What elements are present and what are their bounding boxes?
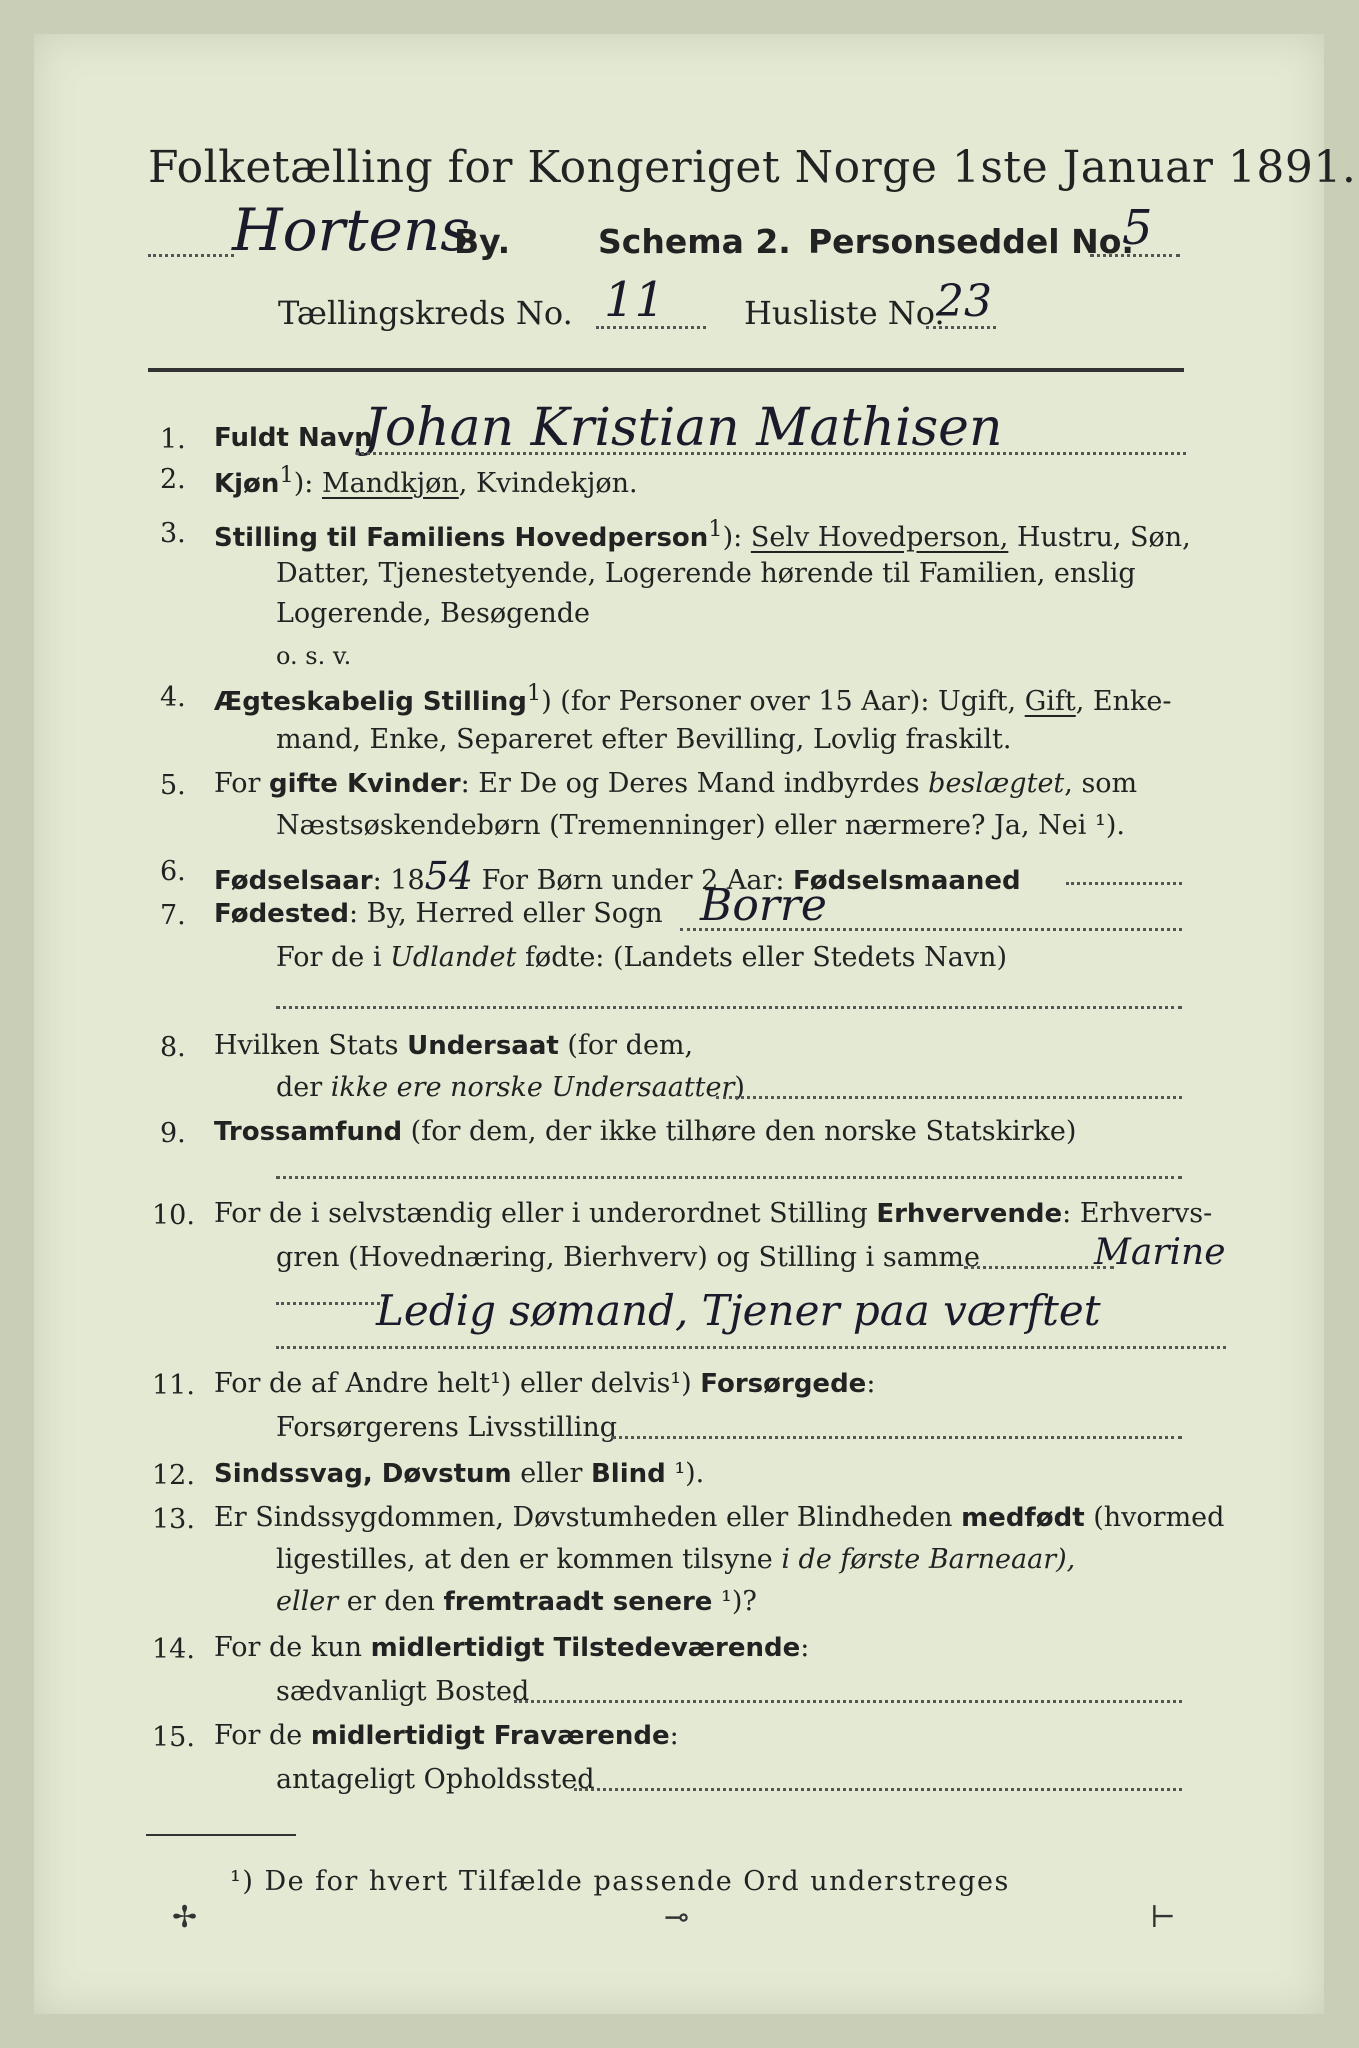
dotted-line [964,1266,1114,1269]
item-number: 12. [152,1460,195,1491]
personseddel-no: 5 [1122,200,1153,256]
personseddel-label: Personseddel No. [808,222,1134,261]
aegteskab-selected: Gift [1024,686,1076,717]
item-1-label: Fuldt Navn [214,423,373,453]
dotted-line [276,1302,386,1305]
item-3-line-4: o. s. v. [276,642,352,670]
by-label: By. [454,222,511,261]
dotted-line [148,254,234,257]
dotted-line [1090,254,1180,257]
registration-mark-icon: ⊢ [1150,1900,1176,1935]
form-title: Folketælling for Kongeriget Norge 1ste Januar 1891. [148,142,1357,193]
item-11-line-2: Forsørgerens Livsstilling [276,1412,618,1443]
item-10-line: For de i selvstændig eller i underordnet Stilling Erhvervende: Erhvervs- [214,1198,1213,1229]
item-3-line: Stilling til Familiens Hovedperson$^1$): Selv Hovedperson, Hustru, Søn, [214,516,1191,553]
item-13-line: Er Sindssygdommen, Døvstumheden eller Blindheden medfødt (hvormed [214,1502,1225,1533]
town-handwritten: Hortens [232,196,470,264]
item-10-line-2: gren (Hovednæring, Bierhverv) og Stilling i samme [276,1242,981,1273]
item-number: 14. [152,1634,195,1665]
item-number: 1. [160,424,186,455]
item-7-line-2: For de i Udlandet fødte: (Landets eller Stedets Navn) [276,942,1007,973]
occupation-handwritten: Ledig sømand, Tjener paa værftet [376,1286,1101,1335]
item-number: 13. [152,1504,195,1535]
item-8-line-2: der ikke ere norske Undersaatter) [276,1072,745,1103]
dotted-line [276,1346,1226,1349]
item-13-line-2: ligestilles, at den er kommen tilsyne i de første Barneaar), [276,1544,1076,1575]
stilling-selected: Selv Hovedperson, [750,522,1009,553]
item-9-line: Trossamfund (for dem, der ikke tilhøre den norske Statskirke) [214,1116,1077,1147]
footnote: ¹) De for hvert Tilfælde passende Ord understreges [230,1866,1010,1897]
kreds-label: Tællingskreds No. [278,294,573,332]
dotted-line [1066,882,1182,885]
header-divider [148,368,1184,372]
item-14-line-2: sædvanligt Bosted [276,1676,530,1707]
item-3-line-2: Datter, Tjenestetyende, Logerende hørende til Familien, enslig [276,558,1136,589]
item-3-line-3: Logerende, Besøgende [276,598,590,629]
item-12-line: Sindssvag, Døvstum eller Blind ¹). [214,1458,705,1489]
item-5-line: For gifte Kvinder: Er De og Deres Mand indbyrdes beslægtet, som [214,768,1138,799]
item-7-line: Fødested: By, Herred eller Sogn [214,898,663,929]
item-number: 9. [160,1118,186,1149]
item-number: 2. [160,464,186,495]
item-number: 5. [160,770,186,801]
item-number: 11. [152,1370,195,1401]
footnote-divider [146,1834,296,1836]
item-number: 10. [152,1200,195,1231]
dotted-line [680,928,1182,931]
dotted-line [574,1788,1182,1791]
item-2-line: Kjøn$^1$): Mandkjøn, Kvindekjøn. [214,462,638,499]
item-6-line: Fødselsaar: 1854 For Børn under 2 Aar: Fødselsmaaned [214,854,1021,898]
kjon-selected: Mandkjøn [321,468,459,499]
item-4-line-2: mand, Enke, Separeret efter Bevilling, Lovlig fraskilt. [276,724,1012,755]
dotted-line [716,1096,1182,1099]
item-number: 3. [160,518,186,549]
registration-mark-icon: ✢ [172,1900,198,1935]
schema-label: Schema 2. [598,222,791,261]
item-15-line: For de midlertidigt Fraværende: [214,1720,679,1751]
item-5-line-2: Næstsøskendebørn (Tremenninger) eller nærmere? Ja, Nei ¹). [276,810,1125,841]
husliste-label: Husliste No. [744,294,945,332]
item-number: 8. [160,1032,186,1063]
item-number: 7. [160,900,186,931]
dotted-line [514,1700,1182,1703]
dotted-line [356,452,1186,455]
dotted-line [926,326,996,329]
item-4-line: Ægteskabelig Stilling$^1$) (for Personer over 15 Aar): Ugift, Gift, Enke- [214,680,1172,717]
item-13-line-3: eller er den fremtraadt senere ¹)? [276,1586,757,1617]
occupation-addition-handwritten: Marine [1094,1232,1226,1273]
item-number: 6. [160,856,186,887]
kreds-no: 11 [604,272,666,328]
item-number: 15. [152,1722,195,1753]
registration-mark-icon: ⊸ [664,1900,690,1935]
item-11-line: For de af Andre helt¹) eller delvis¹) Forsørgede: [214,1368,876,1399]
birth-year-handwritten: 54 [424,854,473,898]
dotted-line [276,1176,1182,1179]
dotted-line [596,326,706,329]
full-name-handwritten: Johan Kristian Mathisen [364,398,1003,458]
dotted-line [612,1436,1182,1439]
item-15-line-2: antageligt Opholdssted [276,1764,595,1795]
birthplace-handwritten: Borre [700,880,827,931]
item-number: 4. [160,682,186,713]
census-form-sheet [34,34,1324,2014]
item-8-line: Hvilken Stats Undersaat (for dem, [214,1030,694,1061]
dotted-line [276,1006,1182,1009]
item-14-line: For de kun midlertidigt Tilstedeværende: [214,1632,810,1663]
husliste-no: 23 [936,276,992,327]
